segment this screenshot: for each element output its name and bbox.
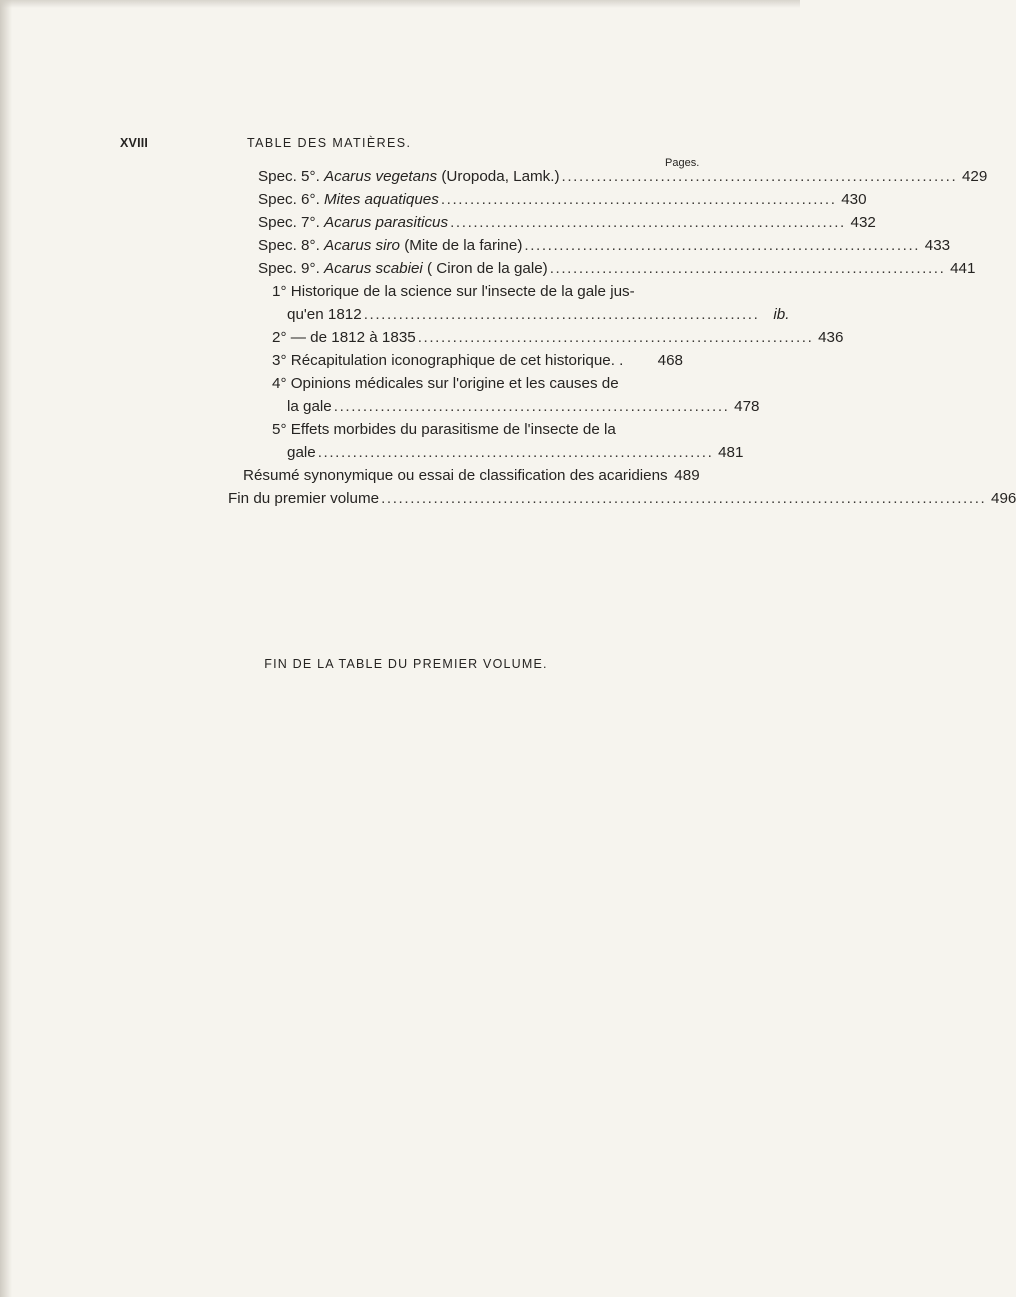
toc-page-number: 430 bbox=[841, 191, 867, 208]
toc-entry bbox=[287, 442, 744, 463]
toc-page-number: ib. bbox=[773, 306, 790, 323]
dot-leader: .................................................................... bbox=[333, 398, 730, 415]
dot-leader: .................................................................... bbox=[524, 237, 921, 254]
toc-page-number: 433 bbox=[924, 237, 951, 254]
toc-entry bbox=[272, 327, 844, 348]
pages-column-label: Pages. bbox=[665, 157, 700, 169]
toc-page-number: 429 bbox=[961, 168, 988, 185]
toc-entry bbox=[258, 166, 988, 187]
dot-leader: .................................................................... bbox=[450, 214, 846, 231]
toc-entry-label: 2° — de 1812 à 1835 bbox=[272, 329, 416, 346]
toc-entry-label: Spec. 7°. Acarus parasiticus bbox=[258, 214, 449, 231]
toc-entry-label: Spec. 9°. Acarus scabiei ( Ciron de la gale) bbox=[258, 260, 548, 277]
toc-entry-label-line1: 4° Opinions médicales sur l'origine et les causes de bbox=[272, 375, 619, 392]
dot-leader: .................................................................... bbox=[440, 191, 837, 208]
running-head bbox=[0, 136, 800, 154]
scan-binding-shadow bbox=[0, 0, 12, 1297]
scan-edge-shadow bbox=[0, 0, 800, 8]
toc-page-number: 436 bbox=[818, 329, 844, 346]
toc-page-number: 478 bbox=[734, 398, 760, 415]
toc-entry-label: Résumé synonymique ou essai de classification des acaridiens bbox=[243, 467, 668, 484]
toc-entry-label: 3° Récapitulation iconographique de cet historique. . bbox=[272, 352, 624, 369]
toc-page-number: 489 bbox=[674, 467, 700, 484]
page-folio: XVIII bbox=[120, 136, 149, 150]
toc-entry bbox=[258, 235, 951, 256]
toc-entry bbox=[243, 465, 700, 486]
toc-entry bbox=[258, 189, 867, 210]
dot-leader: .................................................................... bbox=[363, 306, 760, 323]
toc-entry-label: Spec. 6°. Mites aquatiques bbox=[258, 191, 439, 208]
toc-entry-label: Spec. 8°. Acarus siro (Mite de la farine) bbox=[258, 237, 523, 254]
toc-entry bbox=[228, 488, 1016, 509]
dot-leader: .................................................................... bbox=[549, 260, 946, 277]
toc-entry bbox=[258, 212, 876, 233]
dot-leader: .................................................................... bbox=[317, 444, 714, 461]
toc-entry-label: qu'en 1812 bbox=[287, 306, 362, 323]
toc-entry-label: Fin du premier volume bbox=[228, 490, 380, 507]
toc-entry-label-line1: 5° Effets morbides du parasitisme de l'insecte de la bbox=[272, 421, 616, 438]
toc-entry-label-line1: 1° Historique de la science sur l'insecte de la gale jus- bbox=[272, 283, 635, 300]
dot-leader: .................................................................... bbox=[417, 329, 814, 346]
toc-entry bbox=[258, 258, 976, 279]
toc-entry bbox=[272, 350, 683, 371]
toc-entry-label: Spec. 5°. Acarus vegetans (Uropoda, Lamk.) bbox=[258, 168, 560, 185]
toc-page-number: 441 bbox=[950, 260, 976, 277]
dot-leader: ........................................................................................................ bbox=[381, 490, 987, 507]
end-of-table-note: FIN DE LA TABLE DU PREMIER VOLUME. bbox=[264, 657, 548, 671]
toc-page-number: 496 bbox=[991, 490, 1016, 507]
running-title: TABLE DES MATIÈRES. bbox=[247, 136, 412, 150]
toc-entry-label: la gale bbox=[287, 398, 332, 415]
dot-leader: .................................................................... bbox=[561, 168, 958, 185]
toc-page-number: 432 bbox=[850, 214, 876, 231]
toc-page-number: 468 bbox=[657, 352, 683, 369]
toc-page-number: 481 bbox=[718, 444, 744, 461]
toc-entry bbox=[287, 304, 790, 325]
toc-entry-label: gale bbox=[287, 444, 316, 461]
toc-entry bbox=[287, 396, 760, 417]
